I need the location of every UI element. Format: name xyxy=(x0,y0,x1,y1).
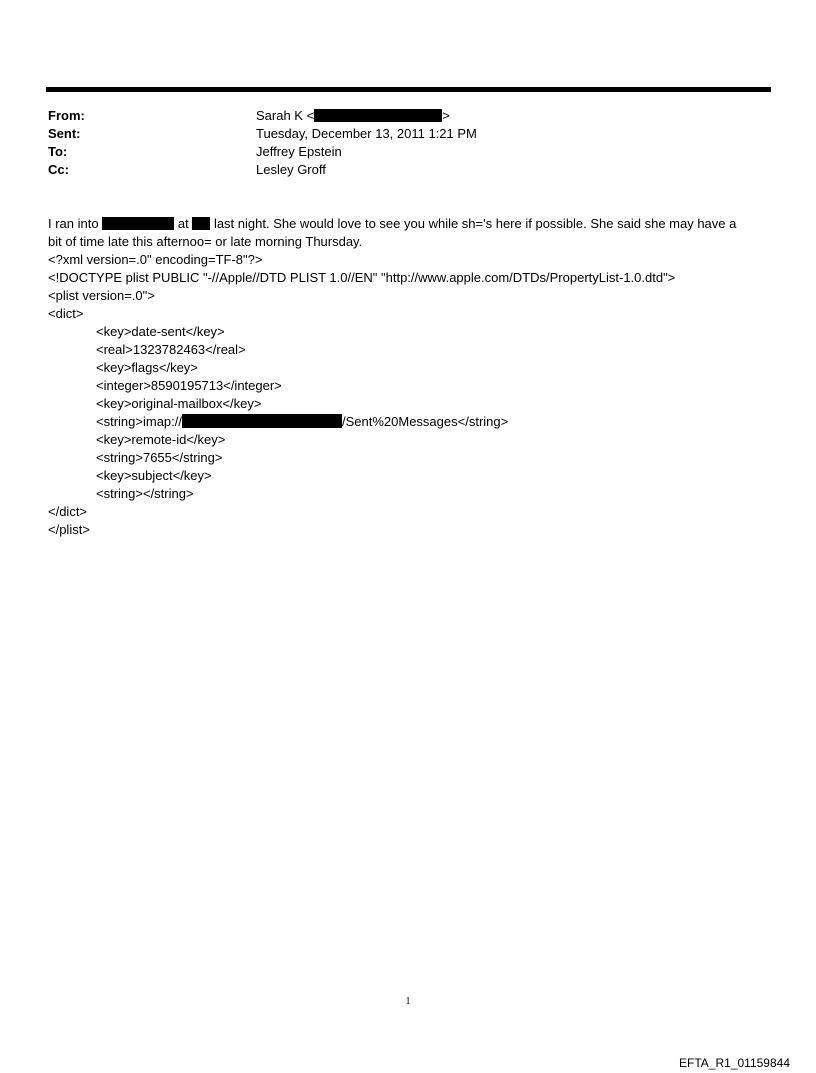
body-line: I ran into at last night. She would love to see you while sh='s here if possible. She said she may have a xyxy=(48,216,737,231)
sent-label: Sent: xyxy=(48,126,81,141)
xml-line: <string>7655</string> xyxy=(96,450,223,465)
xml-line: <key>subject</key> xyxy=(96,468,212,483)
email-body xyxy=(48,215,768,539)
sent-value: Tuesday, December 13, 2011 1:21 PM xyxy=(256,126,477,141)
xml-line: <real>1323782463</real> xyxy=(96,342,246,357)
xml-line: <?xml version=.0" encoding=TF-8"?> xyxy=(48,252,263,267)
header-rule xyxy=(46,87,771,92)
xml-line: <key>remote-id</key> xyxy=(96,432,226,447)
xml-line: <key>original-mailbox</key> xyxy=(96,396,262,411)
redaction-box xyxy=(182,414,342,428)
body-line: bit of time late this afternoo= or late morning Thursday. xyxy=(48,234,363,249)
xml-line: <key>flags</key> xyxy=(96,360,198,375)
xml-line: <key>date-sent</key> xyxy=(96,324,225,339)
redaction-box xyxy=(192,217,210,230)
cc-value: Lesley Groff xyxy=(256,162,326,177)
cc-label: Cc: xyxy=(48,162,69,177)
xml-line-imap: <string>imap:// /Sent%20Messages</string> xyxy=(96,414,509,429)
xml-line: <plist version=.0"> xyxy=(48,288,155,303)
page-number: 1 xyxy=(405,996,411,1007)
redaction-box xyxy=(314,109,442,122)
bates-number: EFTA_R1_01159844 xyxy=(679,1056,790,1070)
xml-line: <dict> xyxy=(48,306,84,321)
redaction-box xyxy=(102,217,174,230)
xml-line: </plist> xyxy=(48,522,90,537)
from-label: From: xyxy=(48,108,85,123)
xml-line: <string></string> xyxy=(96,486,194,501)
xml-line: <integer>8590195713</integer> xyxy=(96,378,282,393)
xml-line: <!DOCTYPE plist PUBLIC "-//Apple//DTD PLIST 1.0//EN" "http://www.apple.com/DTDs/PropertyList-1.0.dtd"> xyxy=(48,270,676,285)
from-value: Sarah K < > xyxy=(256,108,450,123)
to-value: Jeffrey Epstein xyxy=(256,144,342,159)
to-label: To: xyxy=(48,144,68,159)
xml-line: </dict> xyxy=(48,504,88,519)
